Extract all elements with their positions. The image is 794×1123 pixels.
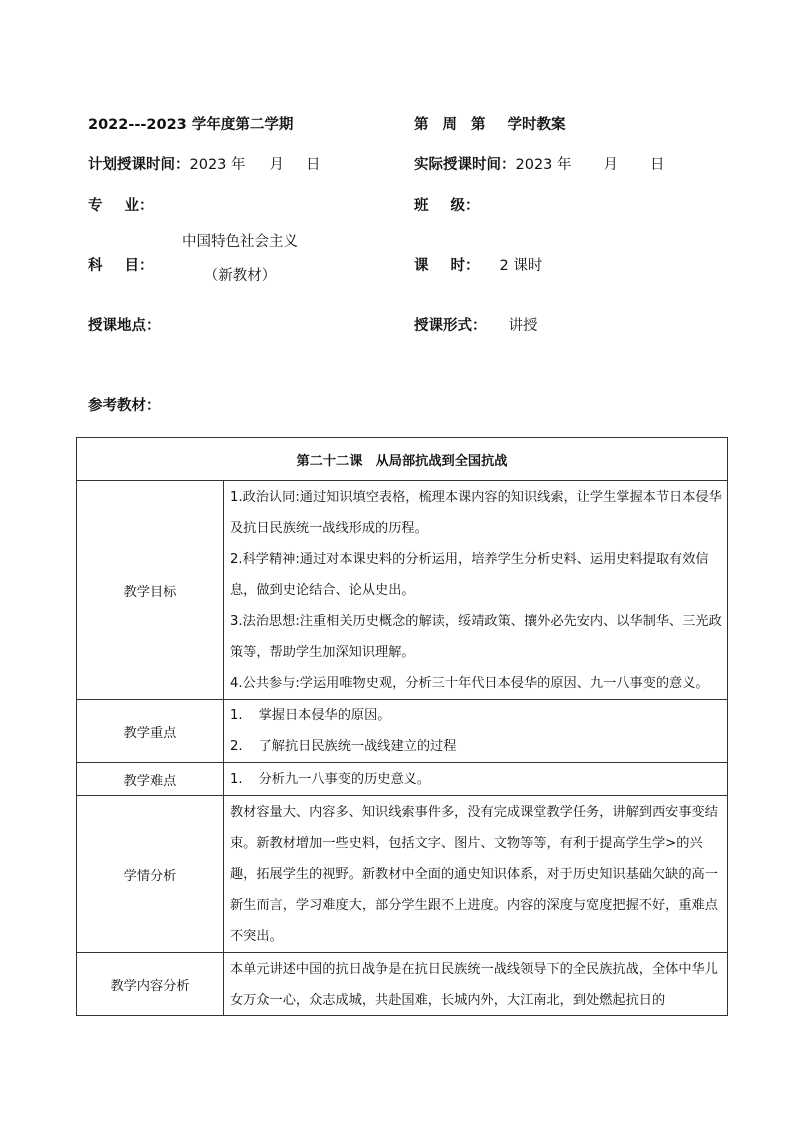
actual-time-row <box>414 153 665 174</box>
goals-row <box>77 481 728 700</box>
key-point-text: 了解抗日民族统一战线建立的过程 <box>258 739 457 754</box>
goal-item: 3.法治思想:注重相关历史概念的解读，绥靖政策、攘外必先安内、以华制华、三光政策等，帮助学生加深知识理解。 <box>230 613 722 660</box>
class-label <box>414 194 480 215</box>
content-analysis-row <box>77 953 728 1016</box>
planned-time-month: 月 <box>269 157 285 173</box>
week-label-b: 周 <box>442 117 457 133</box>
goal-item: 4.公共参与:学运用唯物史观，分析三十年代日本侵华的原因、九一八事变的意义。 <box>230 675 709 691</box>
content-analysis-cell <box>224 953 728 1016</box>
goal-item: 2.科学精神:通过对本课史料的分析运用，培养学生分析史料、运用史料提取有效信息，做到史论结合、论从史出。 <box>230 551 709 598</box>
major-label-b: 业： <box>124 198 154 214</box>
major-label <box>88 194 154 215</box>
difficult-point-num: 1. <box>230 771 243 787</box>
goal-item: 1.政治认同:通过知识填空表格，梳理本课内容的知识线索，让学生掌握本节日本侵华及抗日民族统一战线形成的历程。 <box>230 489 722 536</box>
subject-value-line1: 中国特色社会主义 <box>182 234 298 250</box>
hours-label-a: 课 <box>414 258 429 274</box>
week-label-a: 第 <box>414 117 429 133</box>
key-point-item <box>230 731 723 762</box>
lesson-title: 第二十二课 从局部抗战到全国抗战 <box>77 438 728 481</box>
planned-time-label: 计划授课时间： <box>88 157 190 173</box>
actual-time-label: 实际授课时间： <box>414 157 516 173</box>
difficult-points-content <box>224 763 728 796</box>
reference-label: 参考教材： <box>88 398 161 414</box>
major-label-a: 专 <box>88 198 103 214</box>
class-label-b: 级： <box>450 198 480 214</box>
lesson-plan-table <box>76 437 728 1016</box>
goals-content <box>224 481 728 700</box>
class-label-a: 班 <box>414 198 429 214</box>
subject-label-b: 目： <box>124 258 154 274</box>
actual-time-month: 月 <box>603 157 619 173</box>
actual-time-year: 2023 年 <box>515 157 572 173</box>
subject-value-line2: （新教材） <box>203 268 277 284</box>
hours-value: 2 课时 <box>499 258 543 274</box>
student-analysis-row <box>77 796 728 953</box>
planned-time-day: 日 <box>306 157 321 173</box>
place-label: 授课地点： <box>88 318 161 334</box>
key-point-text: 掌握日本侵华的原因。 <box>258 708 391 723</box>
planned-time-row <box>88 153 321 174</box>
semester-title: 2022---2023 学年度第二学期 <box>88 117 294 133</box>
difficult-point-item <box>230 764 723 795</box>
week-label-d: 学时教案 <box>507 117 566 133</box>
key-points-content <box>224 700 728 763</box>
content-analysis-label: 教学内容分析 <box>77 953 224 1016</box>
subject-label-a: 科 <box>88 258 103 274</box>
key-point-item <box>230 700 723 731</box>
student-analysis-label: 学情分析 <box>77 796 224 953</box>
key-point-num: 2. <box>230 739 243 754</box>
difficult-point-text: 分析九一八事变的历史意义。 <box>258 771 431 787</box>
hours-row <box>414 254 542 275</box>
week-period-title <box>414 113 566 134</box>
actual-time-day: 日 <box>650 157 665 173</box>
goals-label: 教学目标 <box>77 481 224 700</box>
subject-value <box>170 232 310 286</box>
form-value: 讲授 <box>508 318 538 334</box>
form-label: 授课形式： <box>414 318 487 334</box>
form-row <box>414 314 538 335</box>
key-points-row <box>77 700 728 763</box>
key-point-num: 1. <box>230 708 243 723</box>
difficult-points-label: 教学难点 <box>77 763 224 796</box>
key-points-label: 教学重点 <box>77 700 224 763</box>
content-analysis-text: 本单元讲述中国的抗日战争是在抗日民族统一战线领导下的全民族抗战，全体中华儿女万众一心，众志成城，共赴国难，长城内外，大江南北，到处燃起抗日的 <box>230 962 718 1008</box>
difficult-points-row <box>77 763 728 796</box>
subject-label <box>88 254 154 275</box>
lesson-title-row <box>77 438 728 481</box>
week-label-c: 第 <box>471 117 486 133</box>
planned-time-year: 2023 年 <box>189 157 246 173</box>
hours-label-b: 时： <box>450 258 480 274</box>
student-analysis-content: 教材容量大、内容多、知识线索事件多，没有完成课堂教学任务，讲解到西安事变结束。新教材增加一些史料，包括文字、图片、文物等等，有利于提高学生学>的兴趣，拓展学生的视野。新教材中全面的通史知识体系，对于历史知识基础欠缺的高一新生而言，学习难度大，部分学生跟不上进度。内容的深度与宽度把握不好，重难点不突出。 <box>224 796 728 953</box>
